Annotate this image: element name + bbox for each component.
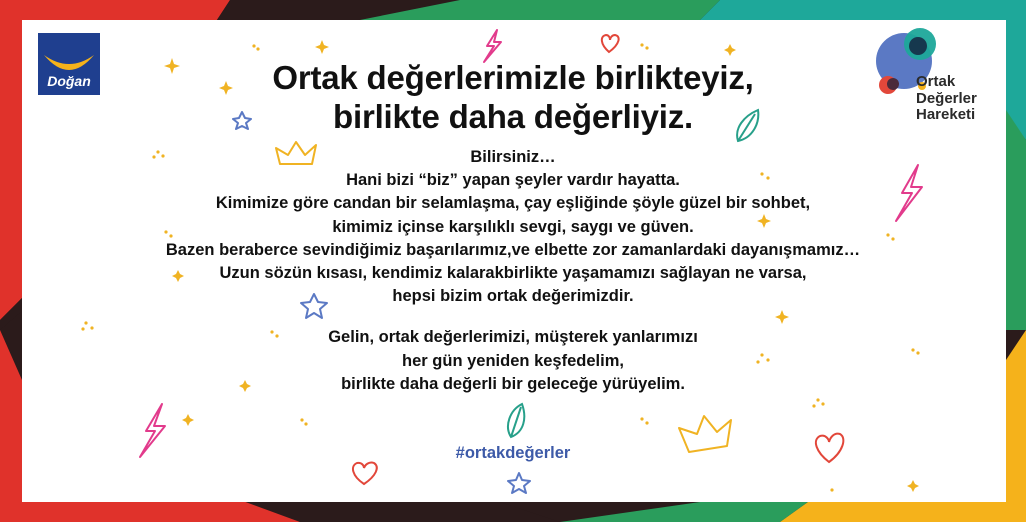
body-line: hepsi bizim ortak değerimizdir. xyxy=(392,287,634,306)
body-line: kimimiz içinse karşılıklı sevgi, saygı ve güven. xyxy=(332,217,694,236)
body-line: Bazen beraberce sevindiğimiz başarılarımız,ve elbette zor zamanlardaki dayanışmamız… xyxy=(165,240,861,259)
body-line: Gelin, ortak değerlerimizi, müşterek yanlarımızı xyxy=(328,328,698,347)
body-line: Bilirsiniz… xyxy=(470,148,556,166)
body-line: Kimimize göre candan bir selamlaşma, çay eşliğinde şöyle güzel bir sohbet, xyxy=(215,194,811,213)
odh-word-ortak: Ortak xyxy=(916,73,956,90)
dogan-logo-text: Doğan xyxy=(47,73,91,89)
body-text xyxy=(0,146,1026,396)
paragraph-gap xyxy=(0,308,1026,326)
headline-line-1: Ortak değerlerimizle birlikteyiz, xyxy=(272,59,754,96)
headline-line-2: birlikte daha değerliyiz. xyxy=(333,98,693,135)
body-line: birlikte daha değerli bir geleceğe yürüyelim. xyxy=(341,374,685,393)
body-line: Uzun sözün kısası, kendimiz kalarakbirlikte yaşamamızı sağlayan ne varsa, xyxy=(219,264,807,283)
odh-word-hareketi: Hareketi xyxy=(916,106,976,123)
hashtag: #ortakdeğerler xyxy=(455,444,571,462)
headline xyxy=(0,58,1026,136)
body-line: Hani bizi “biz” yapan şeyler vardır hayatta. xyxy=(346,171,680,190)
odh-word-degerler: Değerler xyxy=(916,89,977,107)
body-line: her gün yeniden keşfedelim, xyxy=(402,351,624,370)
